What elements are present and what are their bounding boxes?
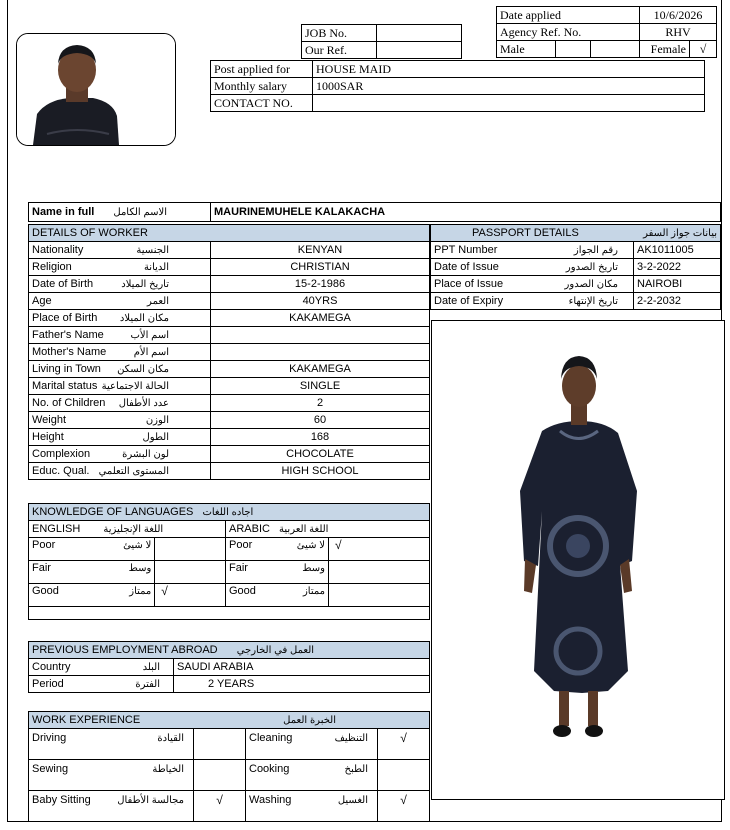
language-level-row (29, 538, 430, 561)
worker-field-label: Religion (32, 260, 72, 273)
worker-field-label-ar: تاريخ الميلاد (121, 278, 169, 290)
work-experience-table (28, 711, 430, 822)
language-level-label-ar: ممتاز (129, 586, 152, 597)
worker-field-value: 40YRS (211, 293, 430, 310)
language-level-label-ar: وسط (302, 563, 325, 574)
language-level-label: Poor (32, 539, 56, 551)
language-level-label: Good (229, 585, 256, 597)
passport-field-label-ar: تاريخ الإنتهاء (568, 295, 618, 307)
worker-field-label: Height (32, 430, 64, 443)
salary-label: Monthly salary (211, 78, 313, 95)
passport-row (431, 259, 721, 276)
agency-ref-value: RHV (640, 24, 717, 41)
worker-row (29, 412, 430, 429)
language-level-row (29, 561, 430, 584)
passport-title: PASSPORT DETAILS (472, 226, 579, 239)
job-ref-table (301, 24, 462, 59)
language-level-label-ar: لا شيئ (296, 540, 325, 551)
country-label-ar: البلد (142, 661, 160, 673)
date-applied-label: Date applied (497, 7, 640, 24)
language-arabic-mark (329, 584, 430, 607)
language-level-label: Good (32, 585, 59, 597)
worker-field-label-ar: عدد الأطفال (118, 397, 169, 409)
experience-title-ar: الخبرة العمل (283, 714, 336, 726)
worker-row (29, 310, 430, 327)
employment-title: PREVIOUS EMPLOYMENT ABROAD (32, 643, 218, 656)
worker-field-value: SINGLE (211, 378, 430, 395)
male-label: Male (497, 41, 556, 58)
language-level-label-ar: ممتاز (302, 586, 325, 597)
worker-field-value: KAKAMEGA (211, 361, 430, 378)
passport-field-label-ar: تاريخ الصدور (565, 261, 618, 273)
our-ref-value (377, 42, 462, 59)
worker-field-label-ar: الجنسية (136, 244, 169, 256)
passport-details-table (430, 224, 721, 310)
languages-title: KNOWLEDGE OF LANGUAGES (32, 505, 194, 518)
experience-skill-label-ar: القيادة (157, 733, 184, 744)
worker-field-label-ar: مكان الميلاد (119, 312, 169, 324)
passport-field-value: AK1011005 (634, 242, 721, 259)
contact-label: CONTACT NO. (211, 95, 313, 112)
language-english-mark: √ (155, 584, 226, 607)
country-value: SAUDI ARABIA (174, 659, 430, 676)
arabic-label-ar: اللغة العربية (279, 523, 329, 535)
worker-field-label-ar: الوزن (145, 414, 169, 426)
experience-skill-mark: √ (194, 791, 246, 822)
worker-field-label: Nationality (32, 243, 84, 256)
experience-row (29, 729, 430, 760)
worker-field-label: Living in Town (32, 362, 101, 375)
period-label: Period (32, 677, 64, 690)
experience-skill-label-ar: الخياطة (152, 764, 184, 775)
worker-row (29, 327, 430, 344)
language-level-row (29, 584, 430, 607)
passport-field-label: Date of Expiry (434, 294, 504, 307)
english-label: ENGLISH (32, 522, 81, 535)
experience-skill-label-ar: التنظيف (334, 733, 368, 744)
worker-field-label-ar: العمر (147, 295, 169, 307)
country-label: Country (32, 660, 71, 673)
experience-skill-mark (194, 729, 246, 760)
worker-field-label: Marital status (32, 379, 98, 392)
passport-row (431, 242, 721, 259)
worker-field-value: 60 (211, 412, 430, 429)
passport-row (431, 293, 721, 310)
experience-skill-mark (378, 760, 430, 791)
name-label-ar: الاسم الكامل (113, 206, 167, 218)
worker-row (29, 429, 430, 446)
agency-ref-label: Agency Ref. No. (497, 24, 640, 41)
language-level-label: Fair (229, 562, 248, 574)
portrait-photo-small (16, 33, 176, 146)
passport-row (431, 276, 721, 293)
arabic-label: ARABIC (229, 522, 270, 535)
worker-field-value: CHOCOLATE (211, 446, 430, 463)
experience-skill-label: Baby Sitting (32, 794, 91, 806)
worker-field-label-ar: مكان السكن (117, 363, 169, 375)
experience-skill-mark: √ (378, 729, 430, 760)
experience-row (29, 791, 430, 822)
worker-field-value: 168 (211, 429, 430, 446)
worker-field-label-ar: الطول (142, 431, 169, 443)
language-english-mark (155, 561, 226, 584)
language-level-label: Poor (229, 539, 253, 551)
female-label: Female (640, 41, 690, 58)
employment-title-ar: العمل في الخارجي (236, 644, 315, 656)
language-english-mark (155, 538, 226, 561)
worker-field-label-ar: اسم الأم (133, 346, 169, 358)
worker-field-value: 2 (211, 395, 430, 412)
post-table (210, 60, 705, 112)
worker-details-table (28, 224, 430, 480)
languages-table (28, 503, 430, 620)
female-value: √ (690, 41, 717, 58)
passport-field-value: NAIROBI (634, 276, 721, 293)
worker-field-value: HIGH SCHOOL (211, 463, 430, 480)
experience-row (29, 760, 430, 791)
worker-field-label: Weight (32, 413, 67, 426)
worker-field-label-ar: اسم الأب (130, 329, 169, 341)
passport-field-label-ar: رقم الجواز (573, 244, 618, 256)
experience-skill-mark: √ (378, 791, 430, 822)
worker-row (29, 361, 430, 378)
job-no-label: JOB No. (302, 25, 377, 42)
worker-field-value (211, 344, 430, 361)
worker-field-label-ar: الديانة (143, 261, 169, 273)
experience-skill-label: Cleaning (249, 732, 293, 744)
language-arabic-mark (329, 561, 430, 584)
employment-table (28, 641, 430, 693)
worker-row (29, 446, 430, 463)
worker-field-label: Place of Birth (32, 311, 98, 324)
language-level-label: Fair (32, 562, 51, 574)
contact-value (313, 95, 705, 112)
post-label: Post applied for (211, 61, 313, 78)
worker-field-value: 15-2-1986 (211, 276, 430, 293)
worker-details-title: DETAILS OF WORKER (29, 225, 430, 242)
date-agency-table (496, 6, 717, 58)
worker-field-label: Complexion (32, 447, 91, 460)
experience-skill-label: Cooking (249, 763, 290, 775)
languages-title-ar: اجاده اللغات (202, 506, 254, 518)
date-applied-value: 10/6/2026 (640, 7, 717, 24)
worker-row (29, 259, 430, 276)
worker-row (29, 378, 430, 395)
language-level-label-ar: لا شيئ (123, 540, 152, 551)
experience-skill-label: Driving (32, 732, 67, 744)
worker-field-value: KENYAN (211, 242, 430, 259)
worker-row (29, 463, 430, 480)
period-label-ar: الفترة (135, 678, 160, 690)
worker-field-label: Father's Name (32, 328, 104, 341)
worker-field-value: KAKAMEGA (211, 310, 430, 327)
passport-field-value: 2-2-2032 (634, 293, 721, 310)
name-label: Name in full (32, 205, 95, 218)
experience-title: WORK EXPERIENCE (32, 713, 141, 726)
language-arabic-mark: √ (329, 538, 430, 561)
passport-field-label: PPT Number (434, 243, 498, 256)
english-label-ar: اللغة الإنجليزية (103, 523, 164, 535)
portrait-photo-full (431, 320, 725, 800)
passport-field-value: 3-2-2022 (634, 259, 721, 276)
our-ref-label: Our Ref. (302, 42, 377, 59)
experience-skill-label-ar: مجالسة الأطفال (117, 795, 184, 806)
worker-row (29, 276, 430, 293)
worker-field-label: Mother's Name (32, 345, 107, 358)
experience-skill-label-ar: الغسيل (337, 795, 368, 806)
passport-field-label: Place of Issue (434, 277, 504, 290)
passport-title-ar: بيانات جواز السفر (643, 227, 717, 239)
worker-field-label: Date of Birth (32, 277, 94, 290)
experience-skill-label: Sewing (32, 763, 69, 775)
worker-row (29, 293, 430, 310)
worker-row (29, 242, 430, 259)
post-value: HOUSE MAID (313, 61, 705, 78)
worker-field-label: No. of Children (32, 396, 106, 409)
worker-field-value: CHRISTIAN (211, 259, 430, 276)
passport-field-label-ar: مكان الصدور (564, 278, 618, 290)
worker-row (29, 395, 430, 412)
passport-field-label: Date of Issue (434, 260, 499, 273)
worker-field-label-ar: المستوى التعلمي (98, 465, 169, 477)
name-value: MAURINEMUHELE KALAKACHA (214, 205, 386, 218)
worker-field-label: Educ. Qual. (32, 464, 90, 477)
worker-field-value (211, 327, 430, 344)
worker-field-label: Age (32, 294, 52, 307)
male-value (556, 41, 591, 58)
job-no-value (377, 25, 462, 42)
worker-field-label-ar: لون البشرة (122, 448, 169, 460)
salary-value: 1000SAR (313, 78, 705, 95)
experience-skill-label-ar: الطبخ (344, 764, 368, 775)
worker-row (29, 344, 430, 361)
experience-skill-label: Washing (249, 794, 292, 806)
worker-field-label-ar: الحالة الاجتماعية (101, 380, 169, 392)
period-value: 2 YEARS (174, 676, 430, 693)
language-level-label-ar: وسط (128, 563, 152, 574)
experience-skill-mark (194, 760, 246, 791)
name-table (28, 202, 721, 222)
